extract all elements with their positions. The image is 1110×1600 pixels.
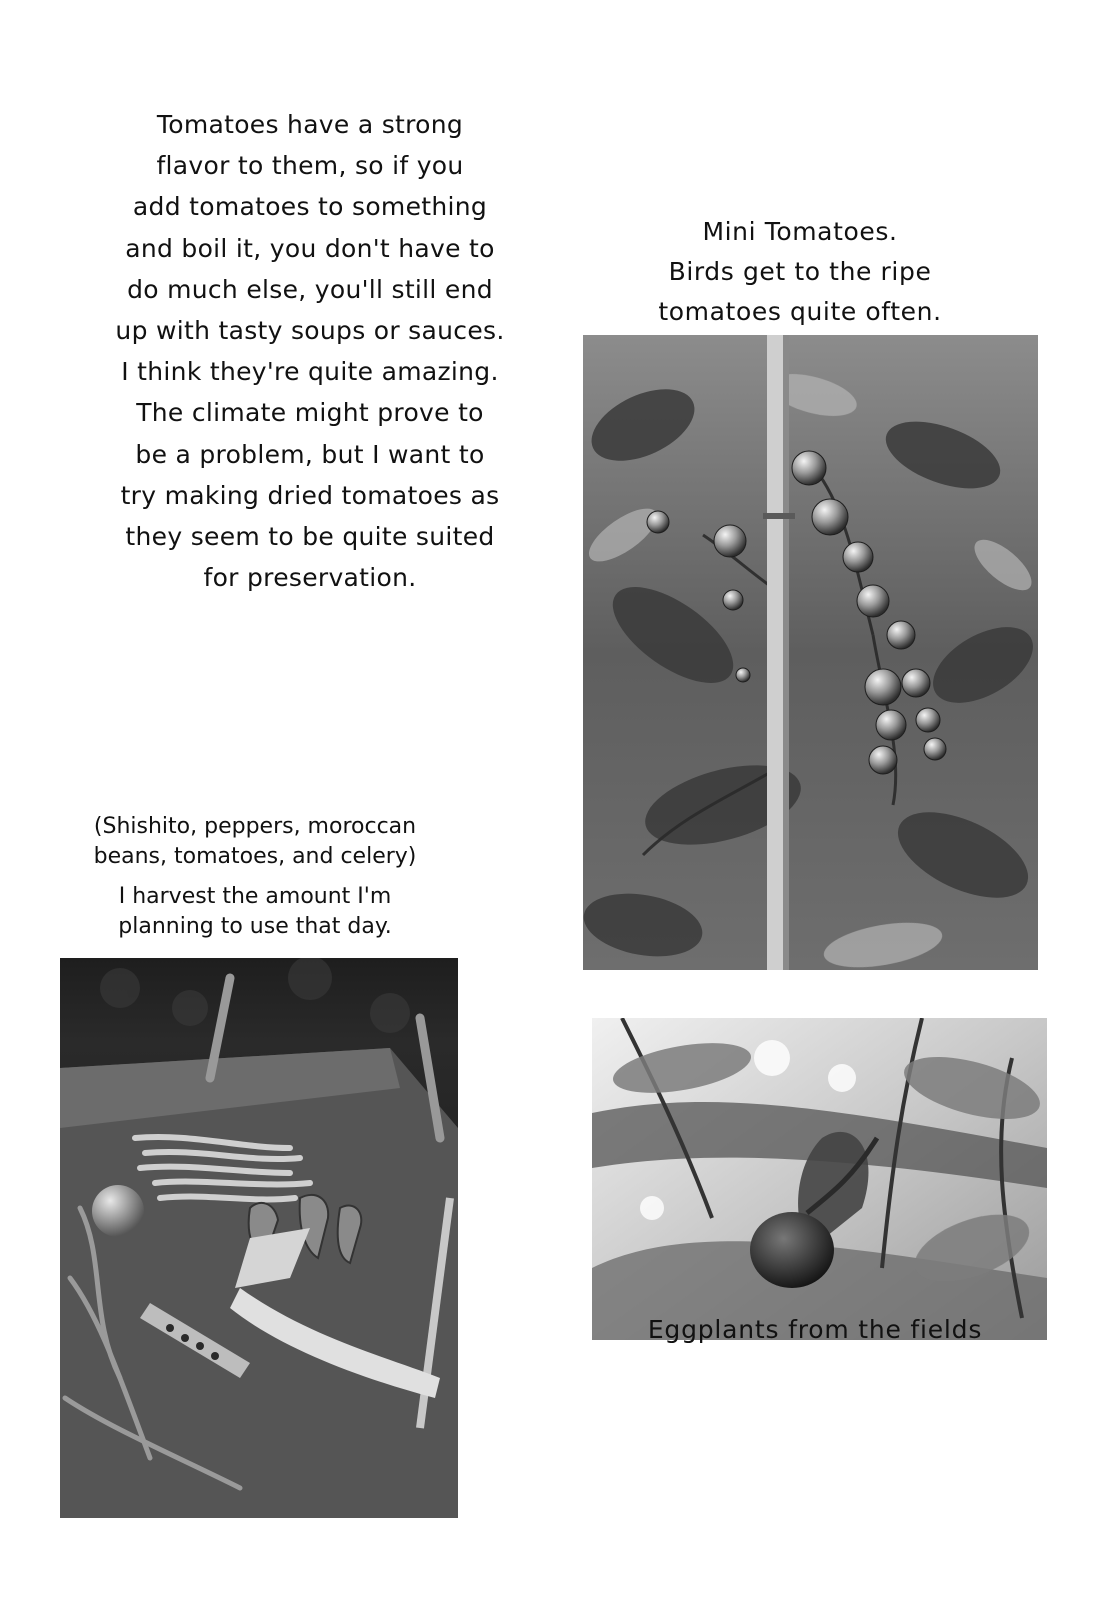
- intro-line: Tomatoes have a strong: [156, 110, 464, 139]
- intro-line: The climate might prove to: [136, 398, 484, 428]
- intro-line: be a problem, but I want to: [135, 439, 485, 469]
- caption-line: tomatoes quite often.: [658, 297, 942, 326]
- caption-line: Mini Tomatoes.: [702, 217, 898, 246]
- intro-line: and boil it, you don't have to: [125, 233, 495, 263]
- tomato-photo-caption: [615, 212, 985, 332]
- intro-line: I think they're quite amazing.: [121, 357, 499, 387]
- caption-line: beans, tomatoes, and celery): [93, 844, 417, 869]
- eggplant-photo: [592, 1018, 1047, 1340]
- caption-line: planning to use that day.: [118, 914, 392, 939]
- caption-line: Birds get to the ripe: [668, 257, 932, 286]
- caption-line: I harvest the amount I'm: [118, 884, 392, 909]
- harvest-wheelbarrow-photo: [60, 958, 458, 1518]
- intro-line: up with tasty soups or sauces.: [115, 316, 505, 346]
- caption-line: (Shishito, peppers, moroccan: [93, 814, 417, 839]
- harvest-photo-caption: [55, 812, 455, 942]
- intro-line: add tomatoes to something: [132, 192, 488, 222]
- eggplant-photo-caption: [615, 1315, 1015, 1344]
- intro-line: for preservation.: [203, 563, 417, 593]
- intro-paragraph: [90, 104, 530, 598]
- intro-line: try making dried tomatoes as: [120, 480, 500, 510]
- mini-tomatoes-photo: [583, 335, 1038, 970]
- intro-line: flavor to them, so if you: [156, 151, 464, 181]
- intro-line: do much else, you'll still end: [127, 274, 493, 304]
- caption-line: Eggplants from the fields: [647, 1315, 983, 1344]
- intro-line: they seem to be quite suited: [125, 522, 495, 552]
